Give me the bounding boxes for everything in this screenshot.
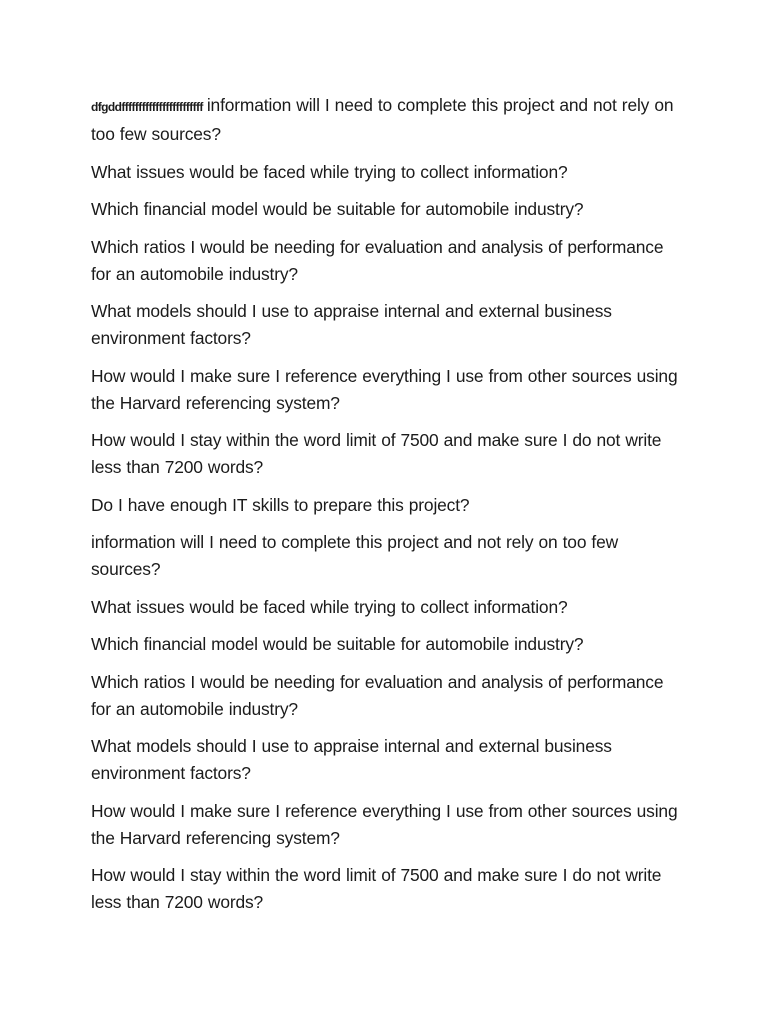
paragraph: What issues would be faced while trying to collect information? <box>91 161 568 182</box>
paragraph: Do I have enough IT skills to prepare this project? <box>91 494 470 515</box>
document-body <box>91 92 681 927</box>
paragraph: information will I need to complete this project and not rely on too few sources? <box>91 532 619 579</box>
paragraph-prefix: dfgddffffffffffffffffffffffff <box>91 100 203 114</box>
paragraph: How would I stay within the word limit of 7500 and make sure I do not write less than 7200 words? <box>91 865 662 912</box>
paragraph: What models should I use to appraise internal and external business environment factors? <box>91 301 612 348</box>
paragraph: What issues would be faced while trying to collect information? <box>91 596 568 617</box>
paragraph: Which ratios I would be needing for evaluation and analysis of performance for an automobile industry? <box>91 671 664 719</box>
paragraph-first <box>91 92 681 148</box>
paragraph: Which financial model would be suitable for automobile industry? <box>91 199 584 219</box>
paragraph: How would I stay within the word limit of 7500 and make sure I do not write less than 7200 words? <box>91 430 662 477</box>
paragraph-text: information will I need to complete this project and not rely on too few sources? <box>91 95 674 144</box>
paragraph: What models should I use to appraise internal and external business environment factors? <box>91 736 612 783</box>
paragraph: How would I make sure I reference everything I use from other sources using the Harvard referencing system? <box>91 800 678 848</box>
paragraph: Which ratios I would be needing for evaluation and analysis of performance for an automobile industry? <box>91 236 664 284</box>
paragraph: How would I make sure I reference everything I use from other sources using the Harvard referencing system? <box>91 365 678 413</box>
paragraph: Which financial model would be suitable for automobile industry? <box>91 634 584 654</box>
